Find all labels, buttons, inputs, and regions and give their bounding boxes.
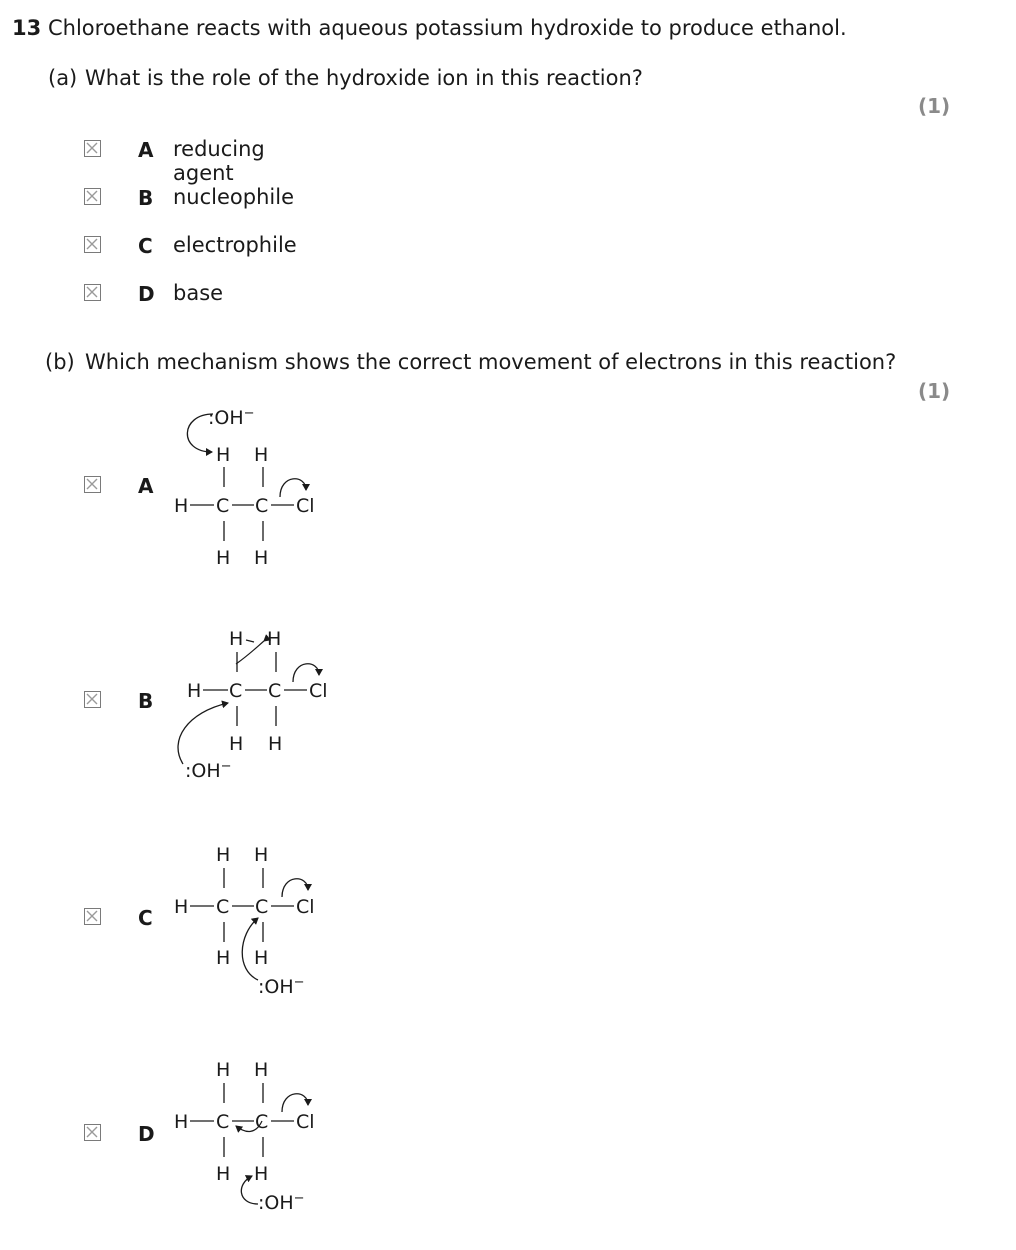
atom-cl: Cl [309,680,328,702]
atom-h: H [216,844,231,866]
atom-h: H [174,896,189,918]
option-letter: A [138,138,154,162]
part-b-marks: (1) [918,379,951,403]
atom-h: H [216,1059,231,1081]
option-text: electrophile [173,233,297,257]
atom-c: C [255,896,269,918]
mechanism-b [178,628,328,782]
part-a-marks: (1) [918,94,951,118]
atom-h: H [254,547,269,569]
atom-c: C [229,680,243,702]
option-letter: D [138,282,155,306]
atom-cl: Cl [296,1111,315,1133]
hydroxide-ion: :OH− [208,406,255,429]
option-text: reducing agent [173,137,265,185]
atom-h: H [254,444,269,466]
atom-h: H [229,733,244,755]
hydroxide-ion: :OH− [258,975,305,998]
hydroxide-ion: :OH− [185,759,232,782]
atom-h: H [268,733,283,755]
atom-h: H [174,1111,189,1133]
part-b-label: (b) [45,350,75,374]
mechanism-a [174,406,315,569]
atom-c: C [216,495,230,517]
atom-h: H [216,1163,231,1185]
atom-h: H [254,1163,269,1185]
atom-h: H [254,947,269,969]
part-a-question: What is the role of the hydroxide ion in this reaction? [85,66,643,90]
atom-h: H [216,947,231,969]
atom-h: H [254,844,269,866]
atom-h: H [254,1059,269,1081]
atom-h: H [267,628,282,650]
part-b-question: Which mechanism shows the correct movement of electrons in this reaction? [85,350,897,374]
hydroxide-ion: :OH− [258,1191,305,1214]
mechanism-d [174,1059,315,1214]
atom-c: C [216,896,230,918]
mech-b-letter: B [138,689,154,713]
mechanism-c [174,844,315,998]
atom-c: C [216,1111,230,1133]
option-letter: B [138,186,154,210]
atom-h: H [216,547,231,569]
curly-arrow-oh-to-c [178,703,228,764]
atom-h: H [187,680,202,702]
option-letter: C [138,234,153,258]
question-number: 13 [12,16,42,40]
question-stem: Chloroethane reacts with aqueous potassium hydroxide to produce ethanol. [48,16,847,40]
option-text: base [173,281,224,305]
option-text: nucleophile [173,185,294,209]
mech-a-letter: A [138,474,154,498]
atom-h: H [229,628,244,650]
atom-cl: Cl [296,896,315,918]
atom-h: H [216,444,231,466]
part-a-label: (a) [48,66,78,90]
mech-c-letter: C [138,906,153,930]
atom-h: H [174,495,189,517]
mech-d-letter: D [138,1122,155,1146]
atom-c: C [255,495,269,517]
atom-cl: Cl [296,495,315,517]
atom-c: C [268,680,282,702]
atom-c: C [255,1111,269,1133]
